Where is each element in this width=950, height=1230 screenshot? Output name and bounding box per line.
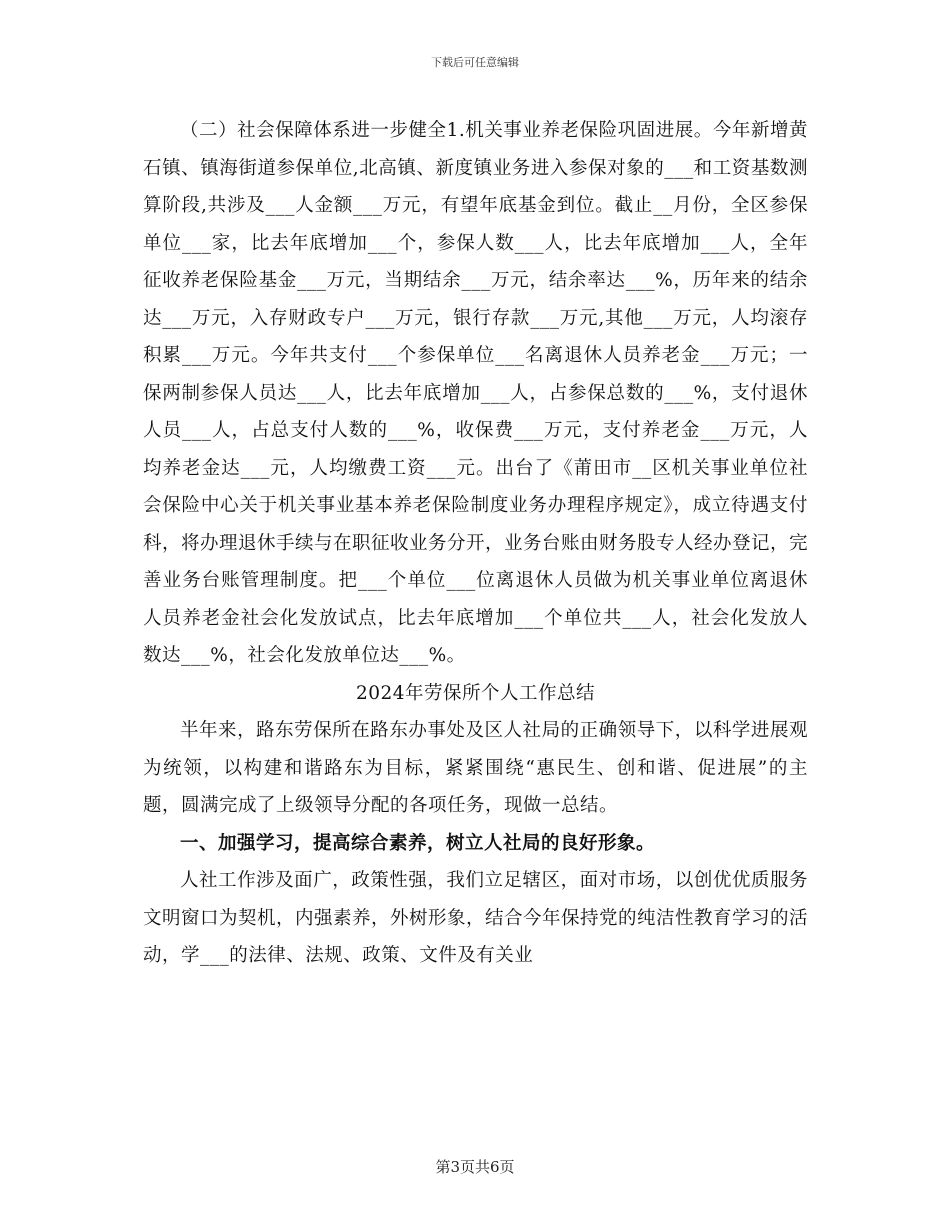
paragraph-study: 人社工作涉及面广，政策性强，我们立足辖区，面对市场，以创优优质服务文明窗口为契机，内强素养，外树形象，结合今年保持党的纯洁性教育学习的活动，学___的法律、法规、政策、文件及有关业 [143, 870, 809, 966]
page-indicator: 第3页共6页 [435, 1158, 515, 1176]
paragraph-summary-intro: 半年来，路东劳保所在路东办事处及区人社局的正确领导下，以科学进展观为统领，以构建和谐路东为目标，紧紧围绕“惠民生、创和谐、促进展”的主题，圆满完成了上级领导分配的各项任务，现做一总结。 [143, 720, 808, 816]
document-title: 2024年劳保所个人工作总结 [355, 682, 596, 704]
section-heading-study: 一、加强学习，提高综合素养，树立人社局的良好形象。 [180, 832, 656, 854]
header-note: 下载后可任意编辑 [431, 56, 519, 69]
paragraph-social-security: （二）社会保障体系进一步健全1.机关事业养老保险巩固进展。今年新增黄石镇、镇海街道参保单位,北高镇、新度镇业务进入参保对象的___和工资基数测算阶段,共涉及___人金额___万元，有望年底基金到位。截止__月份，全区参保单位___家，比去年底增加___个，参保人数___人，比去年底增加___人，全年征收养老保险基金___万元，当期结余___万元，结余率达___%，历年来的结余达___万元，入存财政专户___万元，银行存款___万元,其他___万元，人均滚存积累___万元。今年共支付___个参保单位___名离退休人员养老金___万元；一保两制参保人员达___人，比去年底增加___人，占参保总数的___%，支付退休人员___人，占总支付人数的___%，收保费___万元，支付养老金___万元，人均养老金达___元，人均缴费工资___元。出台了《莆田市__区机关事业单位社会保险中心关于机关事业基本养老保险制度业务办理程序规定》，成立待遇支付科，将办理退休手续与在职征收业务分开，业务台账由财务股专人经办登记，完善业务台账管理制度。把___个单位___位离退休人员做为机关事业单位离退休人员养老金社会化发放试点，比去年底增加___个单位共___人，社会化发放人数达___%，社会化发放单位达___%。 [143, 120, 809, 666]
document-body [143, 112, 808, 975]
